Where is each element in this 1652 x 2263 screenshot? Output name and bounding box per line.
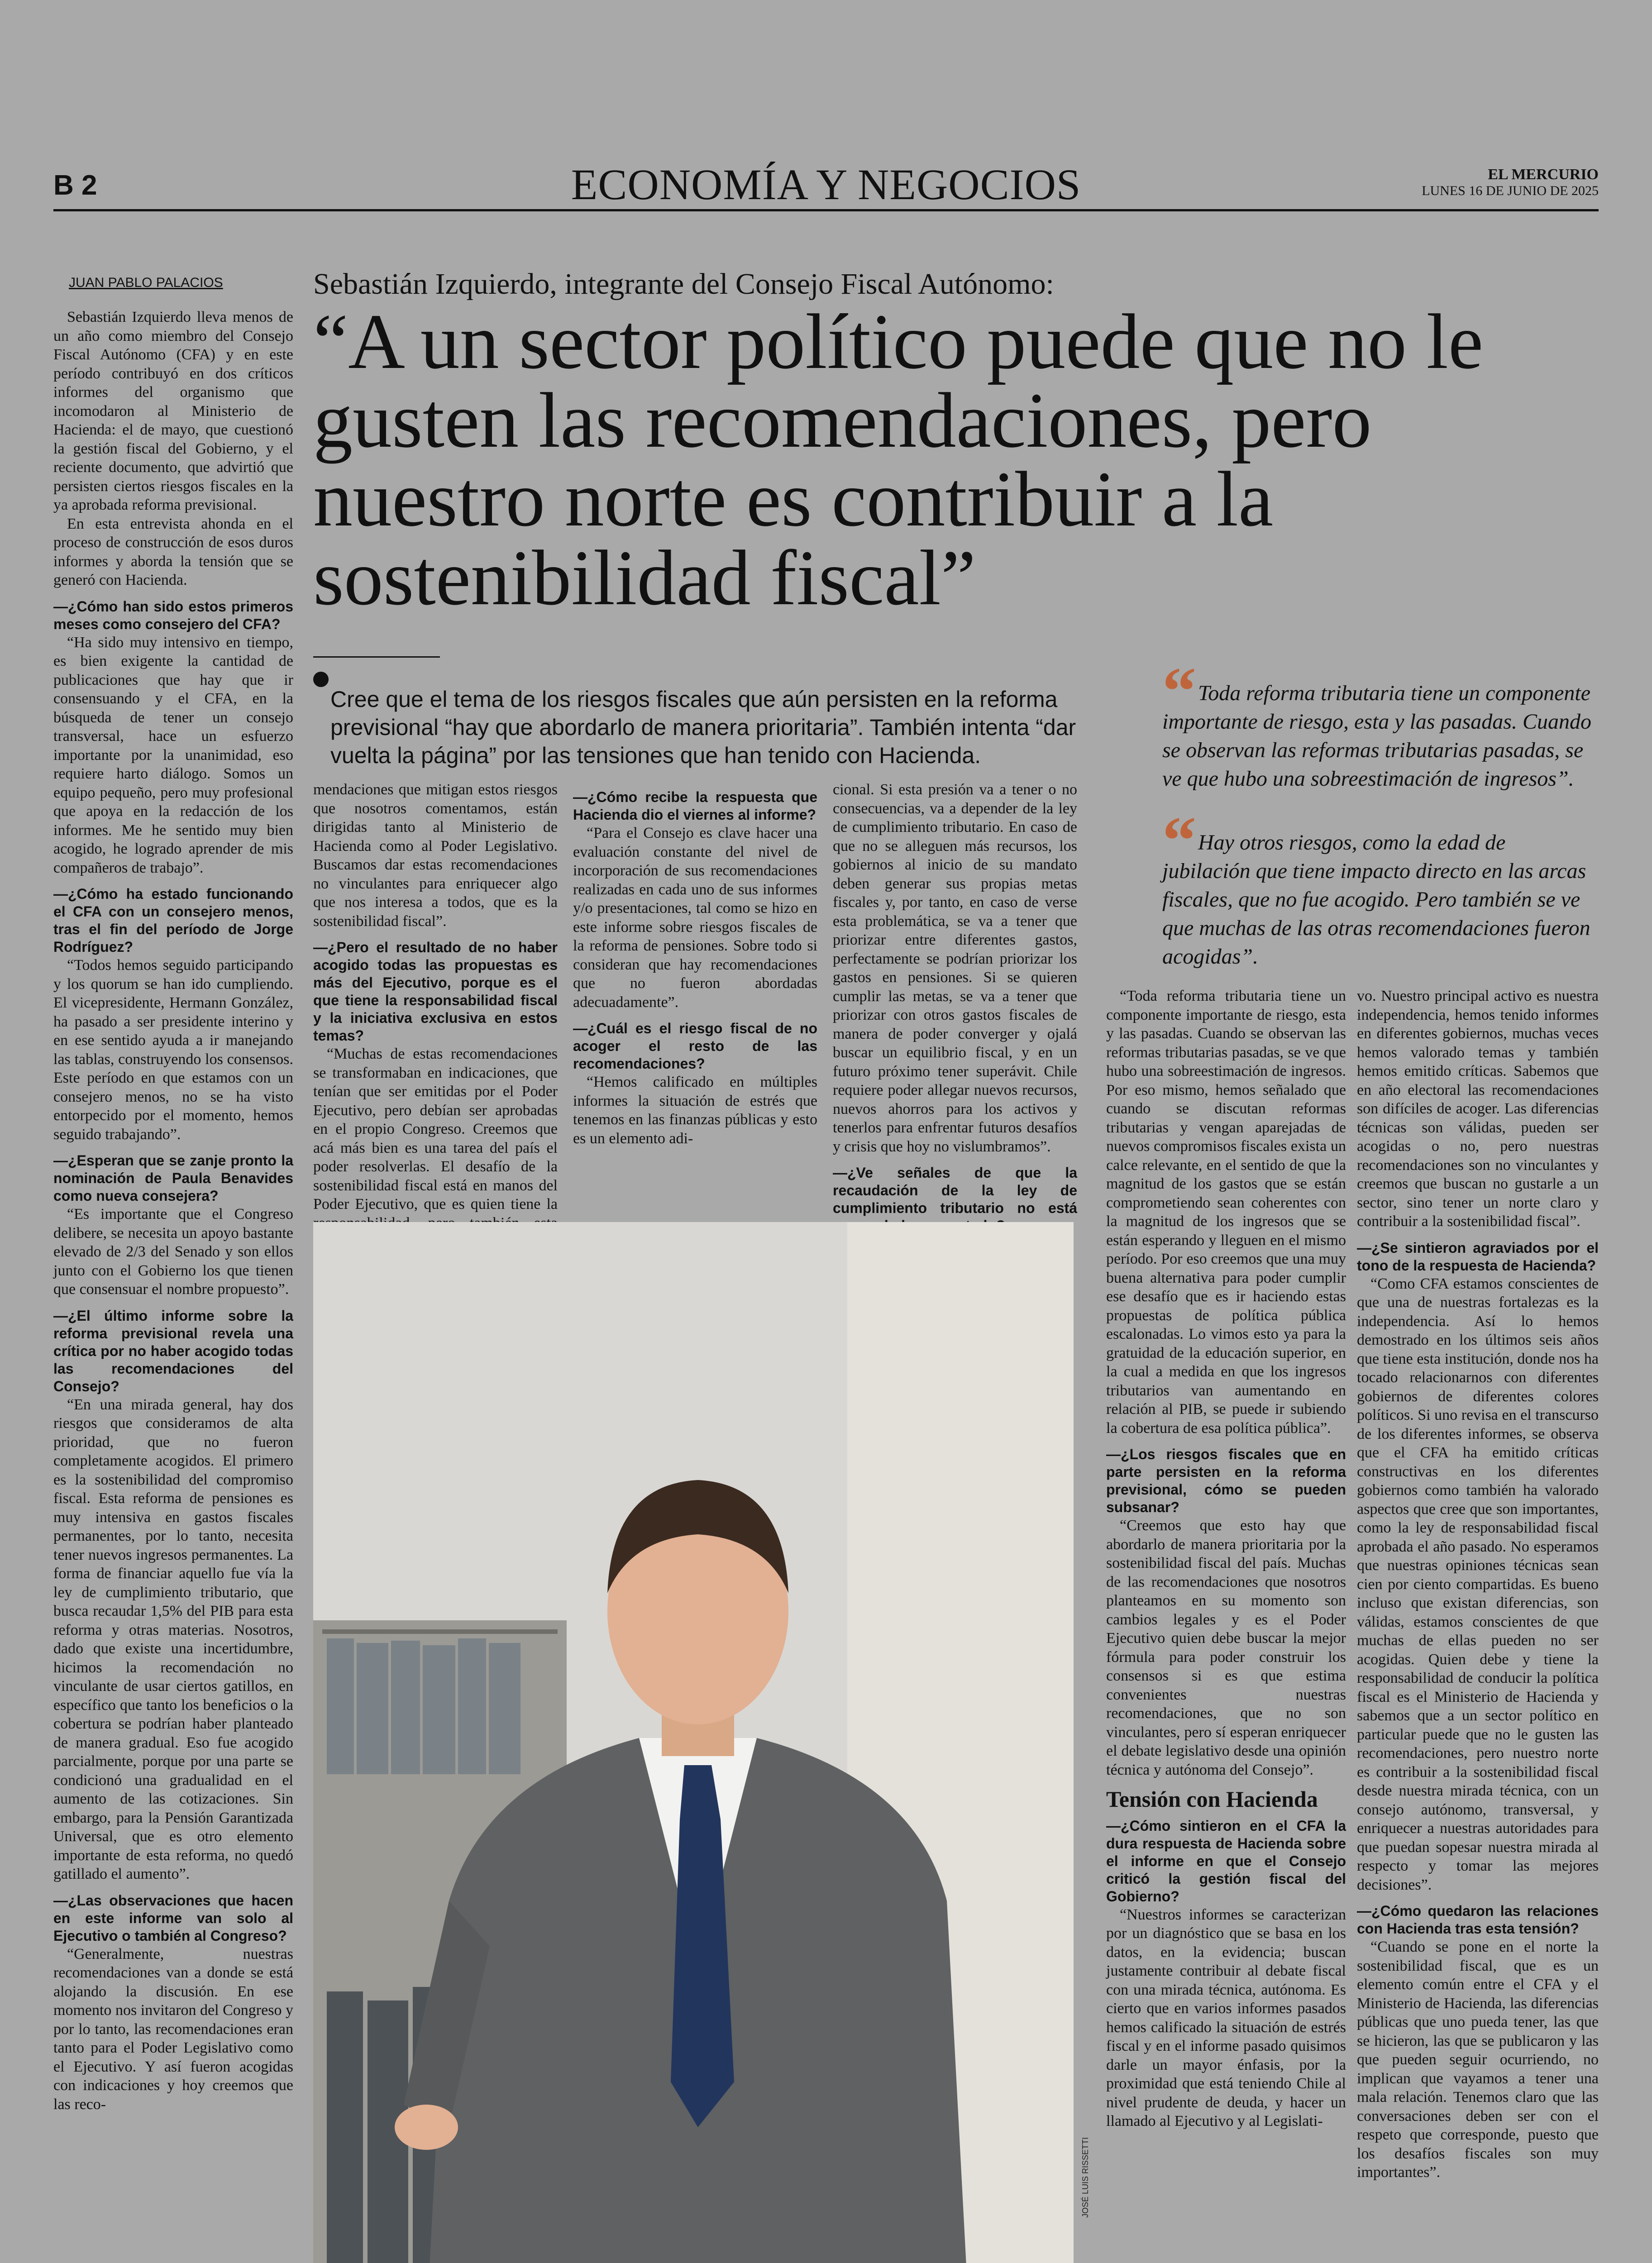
byline: JUAN PABLO PALACIOS [69, 275, 223, 290]
issue-date: LUNES 16 DE JUNIO DE 2025 [1422, 183, 1599, 198]
paragraph: “Para el Consejo es clave hacer una evaluación constante del nivel de incorporación de sus recomendaciones realizadas en cada uno de sus informes y/o presentaciones, tal como se hizo en este informe sobre riesgos fiscales de la reforma de pensiones. Sobre todo si consideran que hay recomendaciones que no fueron abordadas adecuadamente”. [573, 825, 817, 1011]
paragraph: cional. Si esta presión va a tener o no consecuencias, va a depender de la ley de cumplimiento tributario. En caso de que no se alleguen más recursos, los gobiernos al inicio de su mandato deben generar sus propias metas fiscales y, por tanto, en caso de verse esta problemática, se va a tener que priorizar entre diferentes gastos, perfectamente se podrían priorizar los gastos en pensiones. Si se quieren cumplir las metas, se va a tener que priorizar con otros gastos fiscales de manera de poder converger y ojalá buscar un equilibrio fiscal, y en un futuro próximo tener superávit. Chile requiere poder allegar nuevos recursos, nuevos ahorros para los activos y tenerlos para enfrentar futuros desafíos y crisis que hoy no vislumbramos”. [833, 781, 1077, 1155]
newspaper-name: EL MERCURIO [1488, 166, 1599, 183]
article-column-3 [573, 780, 817, 1148]
paragraph: “Nuestros informes se caracterizan por un diagnóstico que se basa en los datos, en la evidencia; buscan justamente contribuir al debate fiscal con una mirada técnica, autónoma. Es cierto que en varios informes pasados hemos calificado la situación de estrés fiscal y en el informe pasado quisimos darle un mayor énfasis, por la proximidad que está teniendo Chile al nivel prudente de deuda, y hacer un llamado al Ejecutivo y al Legislati- [1106, 1906, 1346, 2129]
interview-question: —¿Los riesgos fiscales que en parte persisten en la reforma previsional, cómo se pueden subsanar? [1106, 1446, 1346, 1515]
paragraph: “Generalmente, nuestras recomendaciones van a donde se está alojando la discusión. En ese momento nos invitaron del Congreso y por lo tanto, las recomendaciones eran tanto para el Poder Legislativo como el Ejecutivo. Y así fueron acogidas con indicaciones y hoy creemos que las reco- [53, 1945, 293, 2113]
interview-question: —¿Cómo quedaron las relaciones con Hacienda tras esta tensión? [1357, 1903, 1599, 1937]
dek-bullet [313, 672, 329, 687]
pull-quote-2: “Hay otros riesgos, como la edad de jubilación que tiene impacto directo en las arcas fiscales, que no fue acogido. Pero también se ve que muchas de las otras recomendaciones fueron acogidas”. [1162, 803, 1590, 969]
article-column-4 [833, 780, 1077, 1235]
paragraph: En esta entrevista ahonda en el proceso de construcción de esos duros informes y aborda la tensión que se generó con Hacienda. [53, 515, 293, 588]
masthead [1422, 167, 1599, 199]
interview-question: —¿Se sintieron agraviados por el tono de la respuesta de Hacienda? [1357, 1239, 1599, 1274]
paragraph: “Es importante que el Congreso delibere, se necesita un apoyo bastante elevado de 2/3 del Senado y son ellos junto con el Gobierno los que tienen que consensuar el nombre propuesto”. [53, 1206, 293, 1298]
interview-question: —¿Las observaciones que hacen en este informe van solo al Ejecutivo o también al Congreso? [53, 1892, 293, 1944]
paragraph: “Creemos que esto hay que abordarlo de manera prioritaria por la sostenibilidad fiscal del país. Muchas de las recomendaciones que nosotros planteamos en su momento son cambios legales y es el Poder Ejecutivo quien debe buscar la mejor fórmula para poder construir los consensos si es que estima convenientes nuestras recomendaciones, que no son vinculantes, pero sí esperan enriquecer el debate legislativo desde una opinión técnica y autónoma del Consejo”. [1106, 1517, 1346, 1778]
paragraph: “Cuando se pone en el norte la sostenibilidad fiscal, que es un elemento común entre el CFA y el Ministerio de Hacienda, las diferencias públicas que uno pueda tener, las que se hicieron, las que se publicaron y las que pueden seguir ocurriendo, no implican que vayamos a tener una mala relación. Tenemos claro que las conversaciones deben ser con el respeto que corresponde, puesto que los desafíos fiscales son muy importantes”. [1357, 1938, 1599, 2181]
paragraph: “En una mirada general, hay dos riesgos que consideramos de alta prioridad, que no fueron completamente acogidos. El primero es la sostenibilidad del compromiso fiscal. Esta reforma de pensiones es muy intensiva en gastos fiscales permanentes, por lo tanto, necesita tener nuevos ingresos permanentes. La forma de financiar aquello fue vía la ley de cumplimiento tributario, que busca recaudar 1,5% del PIB para esta reforma y otras materias. Nosotros, dado que existe una incertidumbre, hicimos la recomendación no vinculante de usar ciertos gatillos, en específico que tanto los beneficios o la cobertura se podrían haber planteado de manera gradual. Eso fue acogido parcialmente, porque por una parte se condicionó una gradualidad en el aumento de las cotizaciones. Sin embargo, para la Pensión Garantizada Universal, que es otro elemento importante de esta reforma, no quedó gatillado el aumento”. [53, 1396, 293, 1882]
interviewee-photo [313, 1222, 1074, 2263]
paragraph: vo. Nuestro principal activo es nuestra independencia, hemos tenido informes en diferentes gobiernos, muchas veces hemos valorado temas y también hemos emitido críticas. Sabemos que en año electoral las recomendaciones son difíciles de acoger. Las diferencias técnicas son válidas, pueden ser acogidas o no, pero nuestras recomendaciones son no vinculantes y creemos que buscan no gustarle a un sector, sino tener un norte claro y contribuir a la sostenibilidad fiscal”. [1357, 988, 1599, 1230]
interview-question: —¿Cuál es el riesgo fiscal de no acoger el resto de las recomendaciones? [573, 1020, 817, 1072]
interview-question: —¿El último informe sobre la reforma previsional revela una crítica por no haber acogido todas las recomendaciones del Consejo? [53, 1307, 293, 1394]
quote-mark-icon: “ [1162, 803, 1196, 878]
interview-question: —¿Cómo recibe la respuesta que Hacienda dio el viernes al informe? [573, 789, 817, 823]
kicker: Sebastián Izquierdo, integrante del Consejo Fiscal Autónomo: [313, 267, 1054, 301]
page-number: B 2 [53, 170, 97, 201]
paragraph: “Como CFA estamos conscientes de que una de nuestras fortalezas es la independencia. Así lo hemos demostrado en los últimos seis años que tiene esta institución, donde nos ha tocado relacionarnos con diferentes gobiernos de diferentes colores políticos. Si uno revisa en el transcurso de los diferentes informes, se observa que el CFA ha emitido críticas constructivas en los diferentes gobiernos como también ha valorado aspectos que cree que son importantes, como la ley de responsabilidad fiscal aprobada el año pasado. No esperamos que nuestras opiniones técnicas sean cien por ciento compartidas. Es bueno incluso que existan diferencias, son válidas, estamos conscientes de que muchas de ellas pueden no ser acogidas. Quien debe y tiene la responsabilidad de conducir la política fiscal es el Ministerio de Hacienda y sabemos que a un sector político en particular puede que no le gusten las recomendaciones, pero nuestro norte es contribuir a la sostenibilidad fiscal desde nuestra mirada técnica, con un consejo autónomo, transversal, y enriquecer a nuestras autoridades para que puedan sopesar nuestra mirada al respecto y tomar las mejores decisiones”. [1357, 1275, 1599, 1893]
interview-question: —¿Cómo sintieron en el CFA la dura respuesta de Hacienda sobre el informe en que el Consejo criticó la gestión fiscal del Gobierno? [1106, 1817, 1346, 1905]
interview-question: —¿Ve señales de que la recaudación de la ley de cumplimiento tributario no está [833, 1165, 1077, 1216]
paragraph: “Todos hemos seguido participando y los quorum se han ido cumpliendo. El vicepresidente, Hermann González, ha pasado a ser presidente interino y en ese sentido ayuda a ir manejando las tablas, construyendo los consensos. Este período en que estamos con un consejero menos, no se ha visto entorpecido por el momento, hemos seguido trabajando”. [53, 957, 293, 1143]
interview-question: —¿Pero el resultado de no haber acogido todas las propuestas es más del Ejecutivo, porque es el que tiene la responsabilidad fiscal y la iniciativa exclusiva en estos temas? [313, 939, 558, 1044]
quote-mark-icon: “ [1162, 654, 1196, 729]
article-column-6 [1357, 987, 1599, 2182]
photo-credit: JOSÉ LUIS RISSETTI [1081, 2137, 1090, 2218]
paragraph: mendaciones que mitigan estos riesgos que nosotros comentamos, están dirigidas tanto al Ministerio de Hacienda como al Poder Legislativo. Buscamos dar estas recomendaciones no vinculantes para enriquecer algo que nos interesa a todos, que es la sostenibilidad fiscal”. [313, 781, 558, 930]
headline: “A un sector político puede que no le gusten las recomendaciones, pero nuestro norte es contribuir a la sostenibilidad fiscal” [313, 298, 1484, 621]
interview-question: —¿Cómo han sido estos primeros meses como consejero del CFA? [53, 598, 293, 632]
paragraph: “Hemos calificado en múltiples informes la situación de estrés que tenemos en las finanzas públicas y esto es un elemento adi- [573, 1074, 817, 1147]
header-rule [53, 209, 1599, 211]
article-column-5 [1106, 987, 1346, 2131]
section-title: ECONOMÍA Y NEGOCIOS [571, 160, 1081, 209]
interview-question: —¿Cómo ha estado funcionando el CFA con un consejero menos, tras el fin del período de Jorge Rodríguez? [53, 886, 293, 955]
pull-quote-1: “Toda reforma tributaria tiene un componente importante de riesgo, esta y las pasadas. Cuando se observan las reformas tributarias pasadas, se ve que hubo una sobreestimación de ingresos”. [1162, 654, 1591, 791]
paragraph: “Muchas de estas recomendaciones se transformaban en indicaciones, que tenían que ser emitidas por el Poder Ejecutivo, pero debían ser aprobadas en el propio Congreso. Creemos que acá más bien es una tarea del país el poder resolverlas. El desafío de la sostenibilidad fiscal está en manos del Poder Ejecutivo, que es quien tiene la [313, 1046, 558, 1213]
paragraph: Sebastián Izquierdo lleva menos de un año como miembro del Consejo Fiscal Autónomo (CFA) y en este período contribuyó en dos críticos informes del organismo que incomodaron al Ministerio de Hacienda: el de mayo, que cuestionó la gestión fiscal del Gobierno, y el reciente documento, que advirtió que persisten ciertos riesgos fiscales en la ya aprobada reforma previsional. [53, 309, 293, 513]
article-column-1 [53, 308, 293, 2114]
dek-rule [313, 656, 440, 658]
dek: Cree que el tema de los riesgos fiscales que aún persisten en la reforma previsional “hay que abordarlo de manera prioritaria”. También intenta “dar vuelta la página” por las tensiones que han tenido con Hacienda. [330, 687, 1076, 768]
interview-question: —¿Esperan que se zanje pronto la nominación de Paula Benavides como nueva consejera? [53, 1152, 293, 1204]
paragraph: “Toda reforma tributaria tiene un componente importante de riesgo, esta y las pasadas. Cuando se observan las reformas tributarias pasadas, se ve que hubo una sobreestimación de ingresos. Por eso mismo, hemos señalado que cuando se discutan reformas tributarias y vengan aparejadas de nuevos compromisos fiscales exista un calce relevante, en el sentido de que la magnitud de los gastos que se están comprometiendo sean coherentes con la magnitud de los ingresos que se están esperando y lleguen en el mismo período. Por eso creemos que una muy buena alternativa para poder cumplir ese desafío que es ir haciendo estas propuestas de política pública escalonadas. Lo vimos esto ya para la gratuidad de la educación superior, en la cual a medida en que los ingresos tributarios van aumentando en relación al PIB, se puede ir subiendo la cobertura de esa política pública”. [1106, 988, 1346, 1437]
subheading: Tensión con Hacienda [1106, 1786, 1318, 1812]
paragraph: “Ha sido muy intensivo en tiempo, es bien exigente la cantidad de publicaciones que hay que ir consensuando y el CFA, en la búsqueda de tener un consejo transversal, hace un esfuerzo importante por la unanimidad, eso requiere harto diálogo. Somos un equipo pequeño, pero muy profesional que apoya en la redacción de los informes. Me he sentido muy bien acogido, he logrado aprender de mis compañeros de trabajo”. [53, 634, 293, 876]
